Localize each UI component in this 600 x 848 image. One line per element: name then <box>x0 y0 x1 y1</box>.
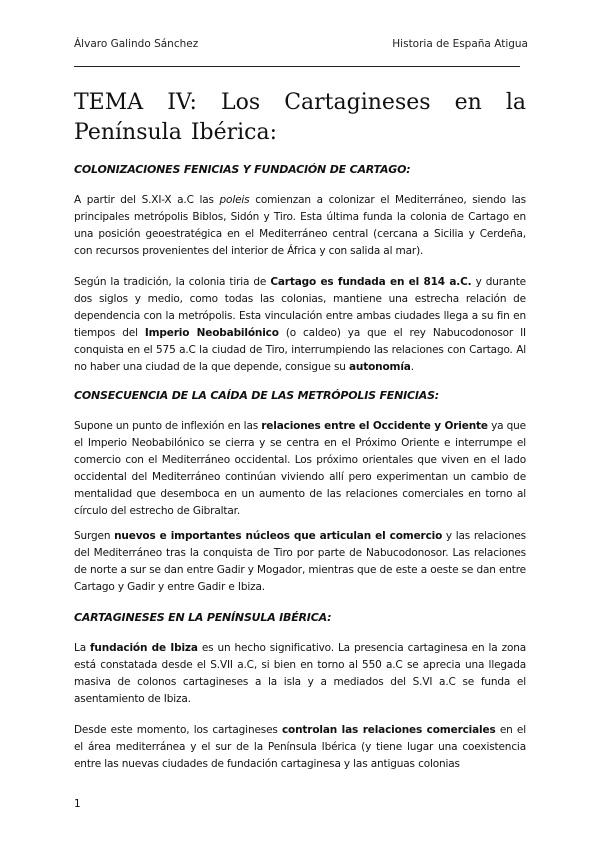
paragraph-6 <box>74 722 526 773</box>
bold-term: fundación de Ibiza <box>90 642 198 654</box>
bold-term: Cartago es fundada en el 814 a.C. <box>270 276 472 288</box>
text-run: y durante dos siglos y medio, como todas las colonias, mantiene una estrecha relación de dependencia con la metrópolis. Esta vinculación entre ambas ciudades llega a su fin en tiempos del <box>74 276 526 339</box>
text-run: Supone un punto de inflexión en las <box>74 420 262 432</box>
section-heading-colonizaciones: COLONIZACIONES FENICIAS Y FUNDACIÓN DE CARTAGO: <box>74 163 411 176</box>
text-run: Desde este momento, los cartagineses <box>74 724 282 736</box>
text-run: . <box>410 361 414 373</box>
bold-term: Imperio Neobabilónico <box>144 327 279 339</box>
bold-term: nuevos e importantes núcleos que articulan el comercio <box>114 530 443 542</box>
text-run: es un hecho significativo. La presencia cartaginesa en la zona está constatada desde el S.VII a.C, si bien en torno al 550 a.C se aprecia una llegada masiva de colonos cartagineses a la isla y a mediados del S.VI a.C se funda el asentamiento de Ibiza. <box>74 642 527 705</box>
paragraph-3 <box>74 418 526 520</box>
section-heading-consecuencia: CONSECUENCIA DE LA CAÍDA DE LAS METRÓPOLIS FENICIAS: <box>74 389 440 402</box>
italic-term: poleis <box>219 194 250 206</box>
section-heading-cartagineses: CARTAGINESES EN LA PENÍNSULA IBÉRICA: <box>74 611 332 624</box>
bold-term: autonomía <box>348 361 411 373</box>
bold-term: relaciones entre el Occidente y Oriente <box>261 420 488 432</box>
text-run: comienzan a colonizar el Mediterráneo, siendo las principales metrópolis Biblos, Sidón y Tiro. Esta última funda la colonia de Cartago en una posición geoestratégica en el Mediterráneo central (cercana a Sicilia y Cerdeña, con recursos provenientes del interior de África y con salida al mar). <box>74 194 526 257</box>
text-run: A partir del S.XI-X a.C las <box>74 194 220 206</box>
header-divider <box>74 66 520 67</box>
page-title: TEMA IV: Los Cartagineses en la Península Ibérica: <box>74 90 526 145</box>
paragraph-4 <box>74 528 526 596</box>
text-run: y las relaciones del Mediterráneo tras la conquista de Tiro por parte de Nabucodonosor. Las relaciones de norte a sur se dan entre Gadir y Mogador, mientras que de este a oeste se dan entre Cartago y Gadir y entre Gadir e Ibiza. <box>74 530 526 593</box>
header-course: Historia de España Atigua <box>392 38 528 50</box>
text-run: (o caldeo) ya que el rey Nabucodonosor II conquista en el 575 a.C la ciudad de Tiro, interrumpiendo las relaciones con Cartago. Al no haber una ciudad de la que depende, consigue su <box>74 327 526 373</box>
text-run: Surgen <box>74 530 115 542</box>
bold-term: controlan las relaciones comerciales <box>281 724 496 736</box>
page-number: 1 <box>74 798 81 810</box>
paragraph-5 <box>74 640 526 708</box>
paragraph-1 <box>74 192 526 260</box>
text-run: Según la tradición, la colonia tiria de <box>74 276 271 288</box>
text-run: La <box>74 642 91 654</box>
paragraph-2 <box>74 274 526 376</box>
text-run: ya que el Imperio Neobabilónico se cierra y se centra en el Próximo Oriente e interrumpe el comercio con el Mediterráneo occidental. Los próximo orientales que viven en el lado occidental del Mediterráneo continúan viviendo allí pero experimentan un cambio de mentalidad que desemboca en un aumento de las relaciones comerciales en torno al círculo del estrecho de Gibraltar. <box>74 420 526 517</box>
text-run: en el el área mediterránea y el sur de la Península Ibérica (y tiene lugar una coexistencia entre las nuevas ciudades de fundación cartaginesa y las antiguas colonias <box>74 724 526 770</box>
header-author: Álvaro Galindo Sánchez <box>74 38 199 50</box>
